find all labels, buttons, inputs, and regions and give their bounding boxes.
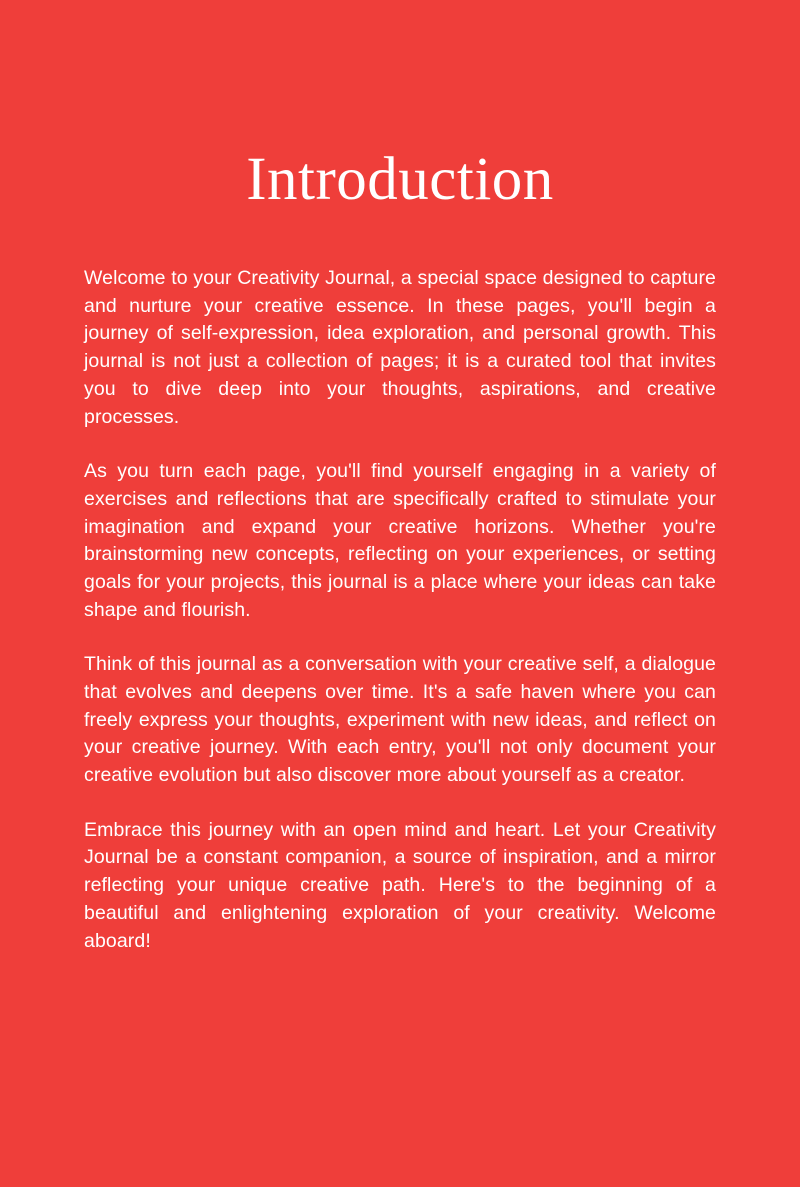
body-copy (84, 265, 716, 955)
paragraph: Think of this journal as a conversation with your creative self, a dialogue that evolves and deepens over time. It's a safe haven where you can freely express your thoughts, experiment with new ideas, and reflect on your creative journey. With each entry, you'll not only document your creative evolution but also discover more about yourself as a creator. (84, 653, 716, 787)
paragraph: Embrace this journey with an open mind and heart. Let your Creativity Journal be a constant companion, a source of inspiration, and a mirror reflecting your unique creative path. Here's to the beginning of a beautiful and enlightening exploration of your creativity. Welcome aboard! (84, 818, 716, 952)
page-title: Introduction (246, 146, 554, 213)
paragraph: As you turn each page, you'll find yourself engaging in a variety of exercises and reflections that are specifically crafted to stimulate your imagination and expand your creative horizons. Whether you're brainstorming new concepts, reflecting on your experiences, or setting goals for your projects, this journal is a place where your ideas can take shape and flourish. (84, 460, 716, 621)
paragraph: Welcome to your Creativity Journal, a special space designed to capture and nurture your creative essence. In these pages, you'll begin a journey of self-expression, idea exploration, and personal growth. This journal is not just a collection of pages; it is a curated tool that invites you to dive deep into your thoughts, aspirations, and creative processes. (84, 267, 716, 428)
